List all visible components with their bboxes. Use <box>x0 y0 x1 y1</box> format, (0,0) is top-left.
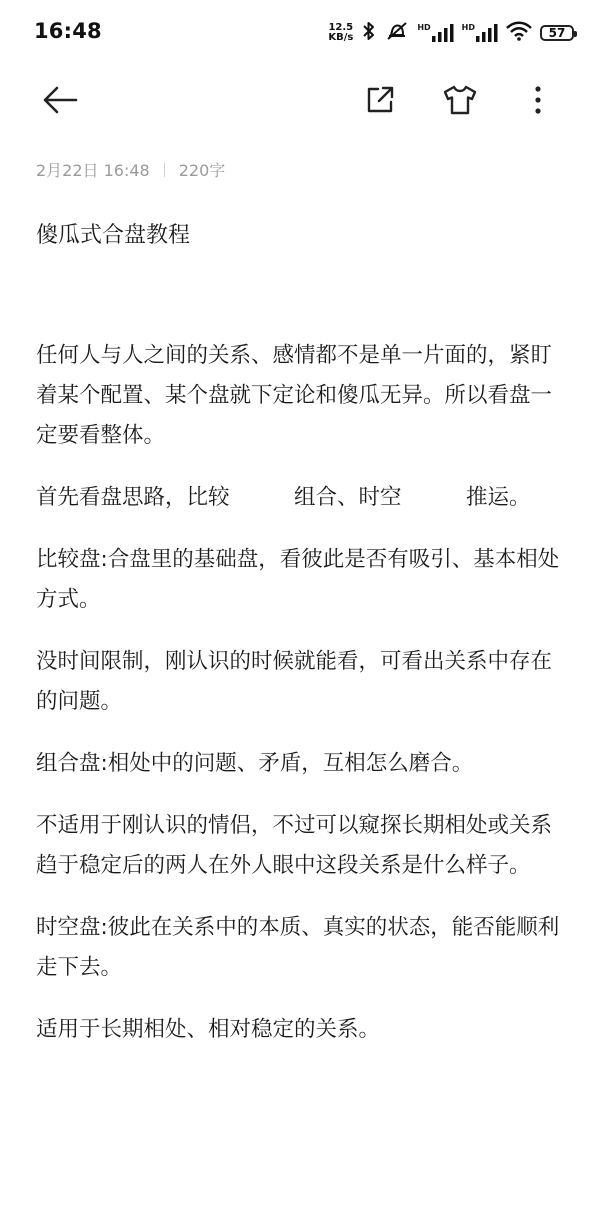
note-paragraph[interactable]: 比较盘:合盘里的基础盘，看彼此是否有吸引、基本相处方式。 <box>36 547 560 612</box>
network-speed-value: 12.5 <box>328 22 354 33</box>
meta-divider <box>164 163 165 177</box>
note-paragraph[interactable]: 任何人与人之间的关系、感情都不是单一片面的，紧盯着某个配置、某个盘就下定论和傻瓜无异。所以看盘一定要看整体。 <box>36 343 553 448</box>
note-title[interactable]: 傻瓜式合盘教程 <box>36 223 191 248</box>
note-paragraph[interactable]: 不适用于刚认识的情侣，不过可以窥探长期相处或关系趋于稳定后的两人在外人眼中这段关系是什么样子。 <box>36 813 553 878</box>
wifi-icon <box>506 21 532 45</box>
note-paragraph[interactable]: 首先看盘思路，比较 组合、时空 推运。 <box>36 485 531 510</box>
mute-vibrate-icon <box>385 20 409 46</box>
arrow-left-icon <box>42 86 78 114</box>
bluetooth-icon <box>361 20 377 46</box>
note-body[interactable] <box>36 336 564 1072</box>
note-paragraph[interactable]: 时空盘:彼此在关系中的本质、真实的状态，能否能顺利走下去。 <box>36 915 560 980</box>
signal-hd-1: HD <box>417 24 453 42</box>
network-speed-unit: KB/s <box>328 32 354 43</box>
note-paragraph[interactable]: 没时间限制，刚认识的时候就能看，可看出关系中存在的问题。 <box>36 649 553 714</box>
share-external-icon <box>365 85 395 115</box>
note-date: 2月22日 16:48 <box>36 161 150 180</box>
note-meta <box>36 158 225 181</box>
note-paragraph[interactable]: 组合盘:相处中的问题、矛盾，互相怎么磨合。 <box>36 751 474 776</box>
status-icons <box>328 19 574 47</box>
battery-indicator: 57 <box>540 25 574 41</box>
note-word-count: 220字 <box>178 161 226 180</box>
toolbar <box>0 66 600 136</box>
back-button[interactable] <box>36 76 84 124</box>
network-speed <box>328 23 353 43</box>
status-bar <box>0 0 600 66</box>
signal-hd-2: HD <box>462 24 498 42</box>
note-paragraph[interactable]: 适用于长期相处、相对稳定的关系。 <box>36 1017 381 1042</box>
theme-button[interactable] <box>436 76 484 124</box>
more-vertical-icon <box>534 85 542 115</box>
status-time: 16:48 <box>34 19 102 43</box>
share-button[interactable] <box>356 76 404 124</box>
cell-signal-icon <box>432 24 454 42</box>
more-button[interactable] <box>514 76 562 124</box>
cell-signal-icon <box>476 24 498 42</box>
tshirt-icon <box>443 85 477 115</box>
